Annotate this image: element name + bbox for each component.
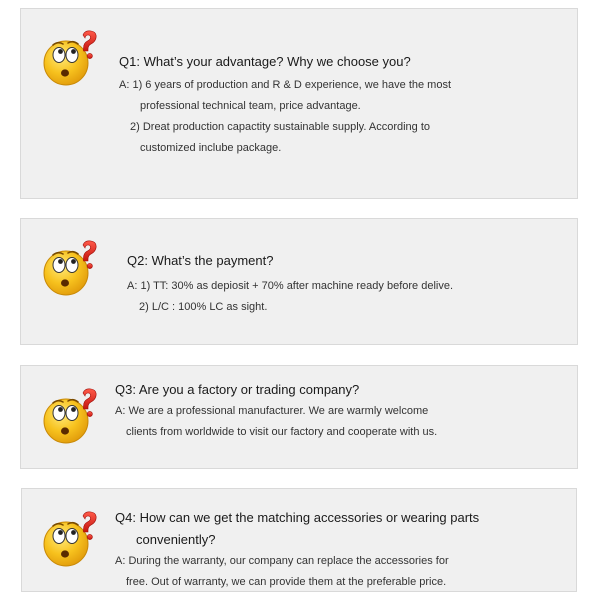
faq-question: Q1: What’s your advantage? Why we choose you? [119,54,411,69]
faq-text-2 [127,250,453,318]
faq-question-line: Q4: How can we get the matching accessories or wearing parts [115,510,480,525]
faq-question-line: conveniently? [136,532,216,547]
faq-answer-line: professional technical team, price advantage. [140,100,361,112]
faq-answer-line: A: During the warranty, our company can replace the accessories for [115,555,449,567]
thinking-face-question-mark-icon [39,510,99,570]
faq-answer-line: clients from worldwide to visit our factory and cooperate with us. [126,426,438,438]
thinking-face-question-mark-icon [39,29,99,89]
faq-card-1 [20,8,578,199]
faq-answer-line: A: We are a professional manufacturer. We are warmly welcome [115,405,429,417]
faq-answer-line: free. Out of warranty, we can provide them at the preferable price. [126,576,447,588]
faq-text-1 [119,51,451,159]
thinking-face-question-mark-icon [39,387,99,447]
faq-answer-line: A: 1) 6 years of production and R & D experience, we have the most [119,79,452,91]
faq-text-3 [115,379,437,443]
faq-answer-line: 2) Dreat production capactity sustainable supply. According to [130,121,431,133]
faq-text-4 [115,507,479,593]
faq-card-2 [20,218,578,345]
faq-question: Q2: What’s the payment? [127,253,274,268]
thinking-face-question-mark-icon [39,239,99,299]
faq-answer-line: customized inclube package. [140,142,282,154]
faq-card-3 [20,365,578,469]
faq-answer-line: A: 1) TT: 30% as depiosit + 70% after machine ready before delive. [127,280,454,292]
faq-card-4 [21,488,577,592]
faq-question: Q3: Are you a factory or trading company? [115,382,360,397]
faq-answer-line: 2) L/C : 100% LC as sight. [139,301,268,313]
